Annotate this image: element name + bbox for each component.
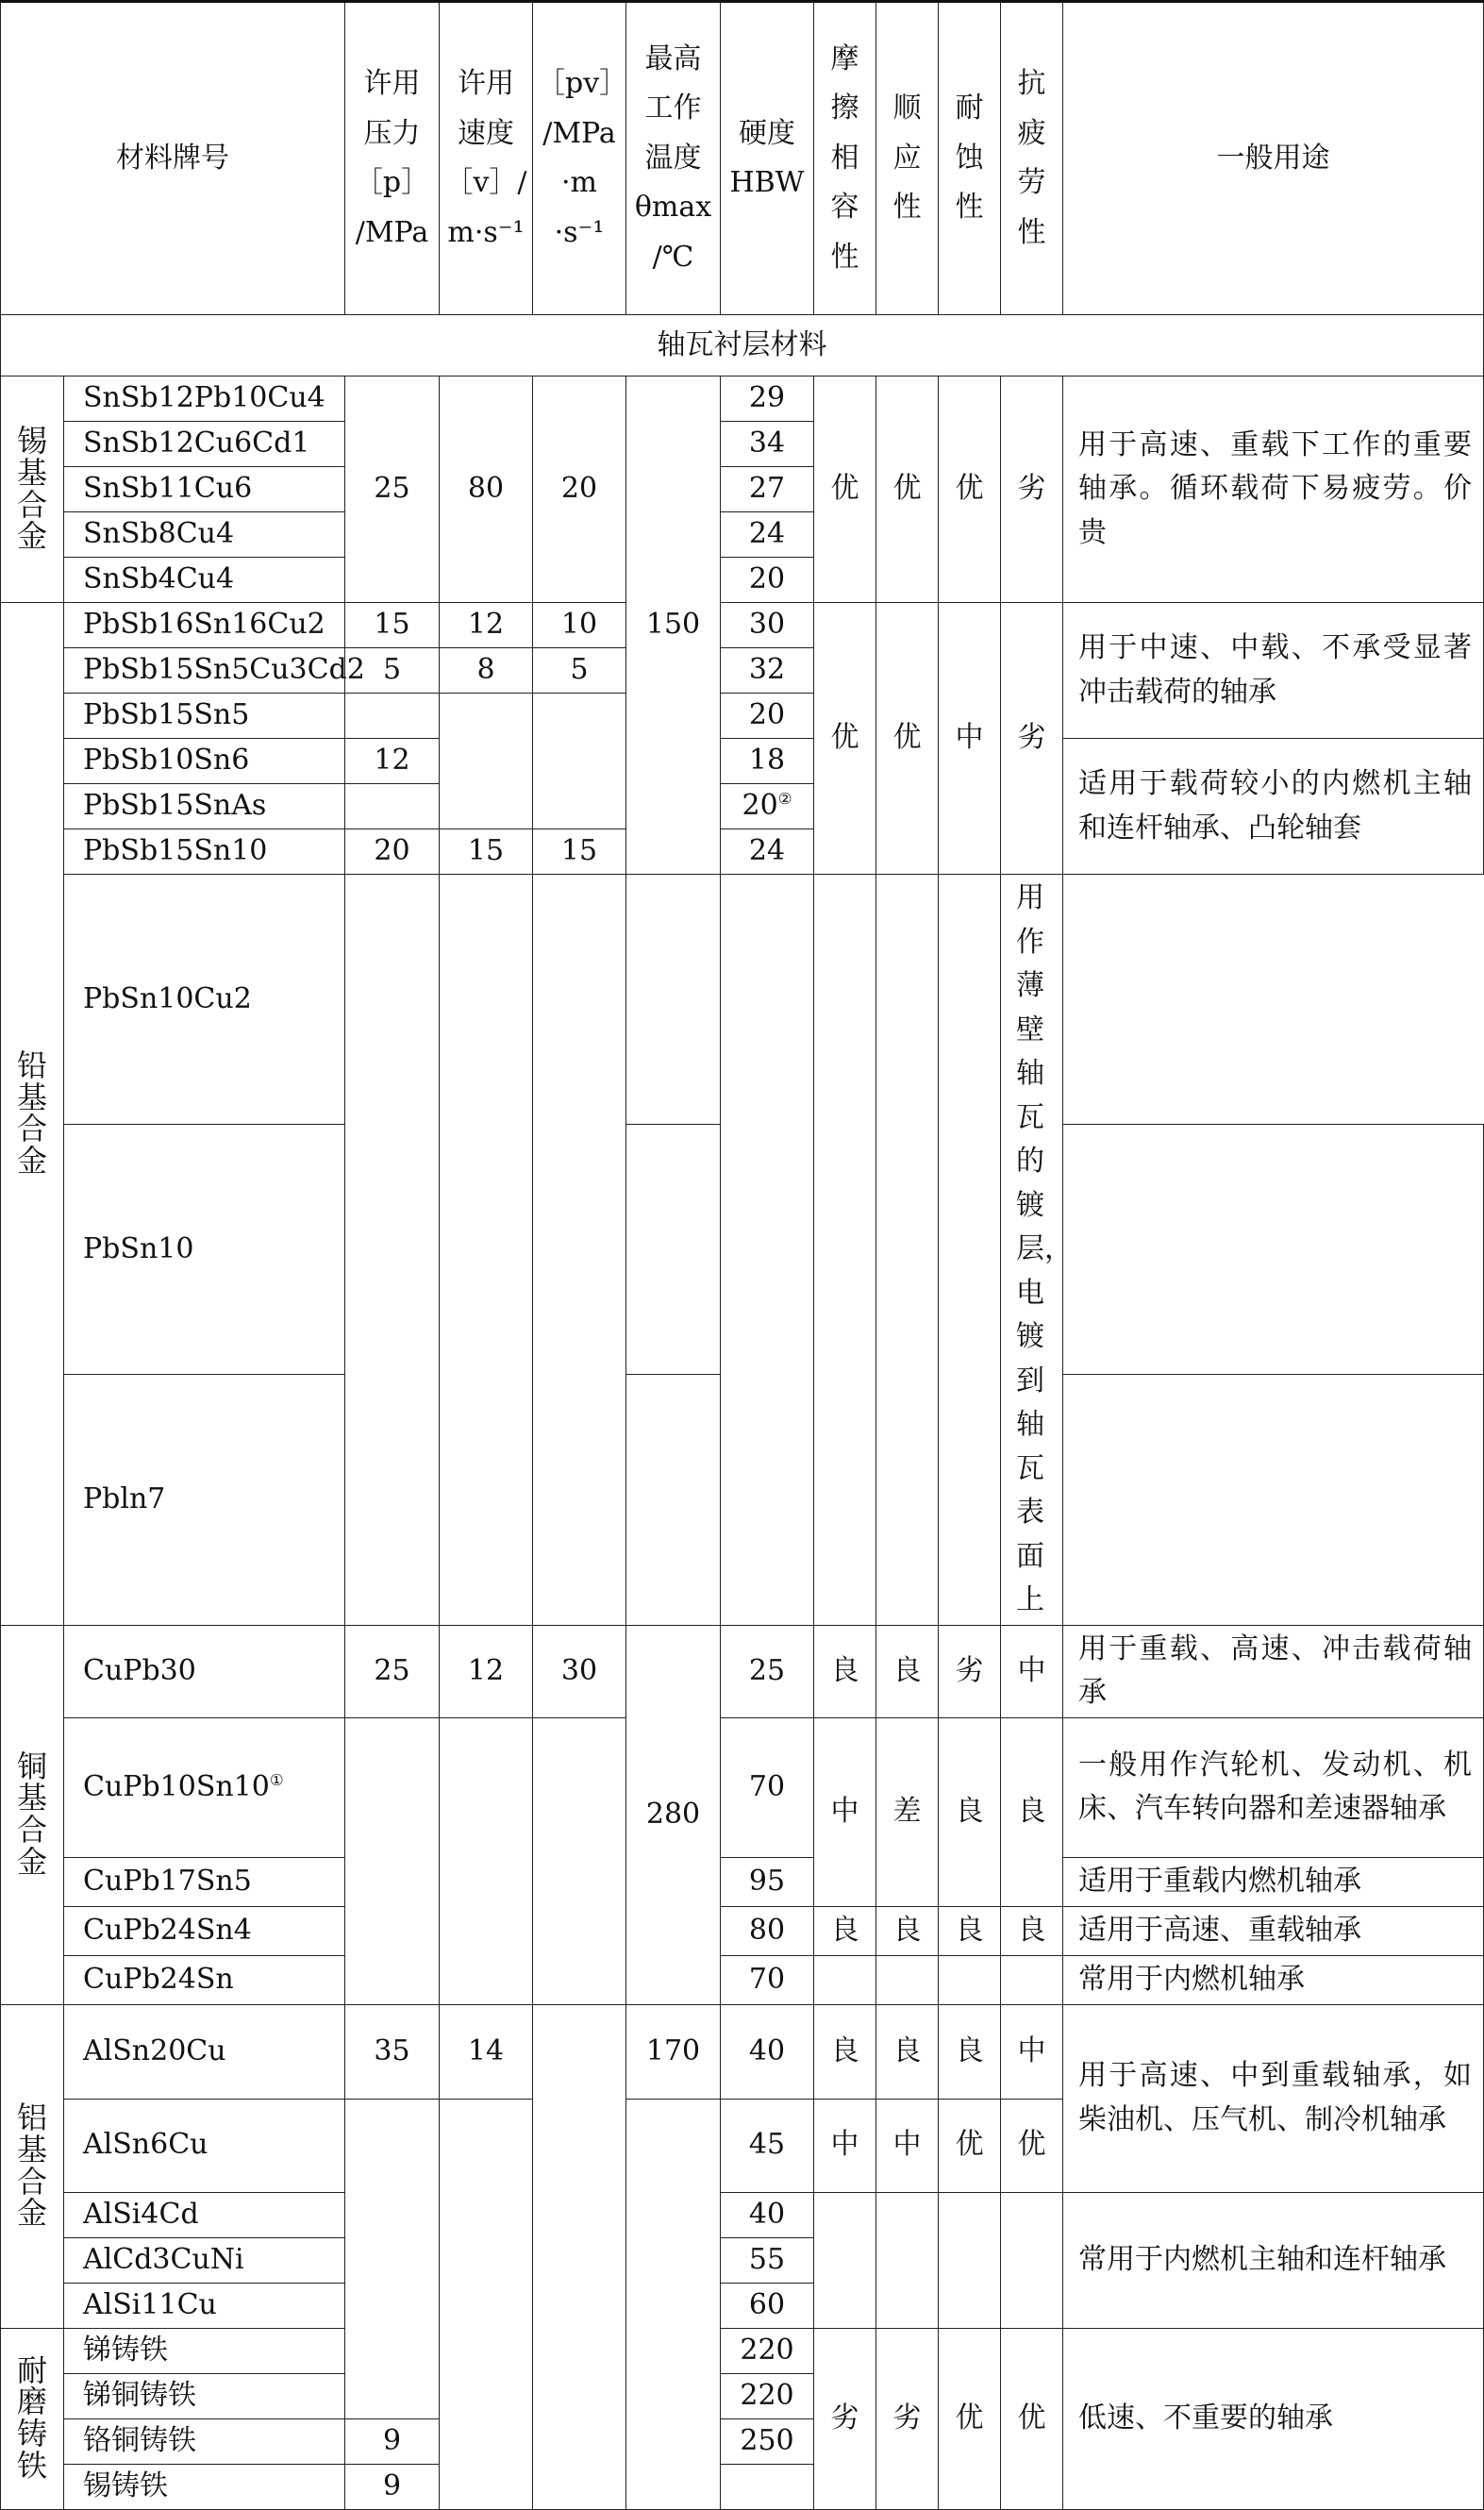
pressure-cell [345, 875, 440, 1626]
corrosion-cell: 中 [939, 603, 1001, 875]
usage-cell: 常用于内燃机主轴和连杆轴承 [1063, 2192, 1484, 2328]
velocity-cell: 15 [440, 829, 533, 875]
usage-cell: 用作薄壁轴瓦的镀层，电镀到轴瓦表面上 [1001, 875, 1063, 1626]
pv-cell: 15 [533, 829, 626, 875]
pv-cell: 20 [533, 376, 626, 603]
friction-cell: 中 [814, 1717, 876, 1906]
hardness-cell: 25 [721, 1625, 814, 1717]
pressure-cell: 20 [345, 829, 440, 875]
friction-cell: 优 [814, 603, 876, 875]
hardness-value: 20 [742, 789, 778, 823]
hardness-cell [721, 784, 814, 829]
fatigue-cell: 劣 [1001, 376, 1063, 603]
pressure-cell [345, 784, 440, 829]
corrosion-cell [939, 2192, 1001, 2328]
pv-cell: 5 [533, 648, 626, 694]
fatigue-cell: 中 [1001, 2004, 1063, 2099]
fatigue-cell [939, 875, 1001, 1626]
material-name: CuPb24Sn [64, 1955, 345, 2004]
footnote-marker: ① [269, 1770, 284, 1789]
friction-cell: 良 [814, 1906, 876, 1955]
conformity-cell: 优 [876, 376, 939, 603]
header-usage: 一般用途 [1063, 2, 1484, 315]
table-row [1, 1717, 1484, 1857]
fatigue-cell: 中 [1001, 1625, 1063, 1717]
material-name: Pbln7 [64, 1375, 345, 1625]
corrosion-cell: 劣 [939, 1625, 1001, 1717]
friction-cell: 劣 [814, 2328, 876, 2509]
hardness-cell: 30 [721, 603, 814, 648]
header-fatigue: 抗疲 劳性 [1001, 2, 1063, 315]
material-name: SnSb11Cu6 [64, 467, 345, 512]
material-name: AlSi4Cd [64, 2192, 345, 2237]
velocity-cell [440, 1717, 533, 2004]
pressure-cell [345, 1717, 440, 2004]
group-label-aluminum: 铝 基 合 金 [1, 2004, 64, 2328]
group-label-iron: 耐 磨 铸 铁 [1, 2328, 64, 2509]
material-name [64, 1717, 345, 1857]
pressure-cell: 5 [345, 648, 440, 694]
velocity-cell: 12 [440, 603, 533, 648]
fatigue-cell: 良 [1001, 1906, 1063, 1955]
velocity-cell: 14 [440, 2004, 533, 2099]
footnote-marker: ② [777, 790, 792, 809]
material-name: PbSb15Sn10 [64, 829, 345, 875]
hardness-cell: 45 [721, 2099, 814, 2192]
material-name: AlSn20Cu [64, 2004, 345, 2099]
header-pv: ［pv］ /MPa ·m ·s⁻¹ [533, 2, 626, 315]
usage-cell: 适用于载荷较小的内燃机主轴和连杆轴承、凸轮轴套 [1063, 739, 1484, 875]
temp-cell: 280 [626, 1625, 721, 2004]
fatigue-cell [1001, 1955, 1063, 2004]
temp-cell: 170 [626, 2004, 721, 2099]
hardness-cell: 32 [721, 648, 814, 694]
material-name: PbSn10 [64, 1125, 345, 1375]
table-row [1, 875, 1484, 1125]
corrosion-cell: 良 [939, 1717, 1001, 1906]
hardness-cell: 27 [721, 467, 814, 512]
table-row [1, 1857, 1484, 1906]
material-name: PbSn10Cu2 [64, 875, 345, 1125]
velocity-cell [440, 2099, 533, 2509]
corrosion-cell: 良 [939, 1906, 1001, 1955]
header-material-no: 材料牌号 [1, 2, 345, 315]
corrosion-cell: 良 [939, 2004, 1001, 2099]
pressure-cell: 25 [345, 1625, 440, 1717]
usage-cell: 用于重载、高速、冲击载荷轴承 [1063, 1625, 1484, 1717]
usage-cell: 用于高速、中到重载轴承，如柴油机、压气机、制冷机轴承 [1063, 2004, 1484, 2192]
table-row [1, 2328, 1484, 2373]
table-row [1, 1625, 1484, 1717]
corrosion-cell [939, 1955, 1001, 2004]
pressure-cell [345, 694, 440, 739]
fatigue-cell [1001, 2192, 1063, 2328]
friction-cell: 优 [814, 376, 876, 603]
friction-cell [814, 1955, 876, 2004]
friction-cell [721, 875, 814, 1626]
conformity-cell: 劣 [876, 2328, 939, 2509]
hardness-cell: 220 [721, 2328, 814, 2373]
velocity-cell: 8 [440, 648, 533, 694]
usage-cell: 用于高速、重载下工作的重要轴承。循环载荷下易疲劳。价贵 [1063, 376, 1484, 603]
material-name: SnSb8Cu4 [64, 512, 345, 558]
conformity-cell: 良 [876, 2004, 939, 2099]
section-row [1, 315, 1484, 376]
conformity-cell: 良 [876, 1906, 939, 1955]
fatigue-cell: 良 [1001, 1717, 1063, 1906]
pressure-cell: 9 [345, 2418, 440, 2464]
hardness-cell: 95 [721, 1857, 814, 1906]
header-row [1, 2, 1484, 315]
conformity-cell [876, 2192, 939, 2328]
pv-cell: 10 [533, 603, 626, 648]
friction-cell: 良 [814, 2004, 876, 2099]
hardness-cell [1063, 1125, 1484, 1375]
hardness-cell: 80 [721, 1906, 814, 1955]
pv-cell [533, 875, 626, 1626]
pressure-cell: 35 [345, 2004, 440, 2099]
velocity-cell: 12 [440, 1625, 533, 1717]
material-name: 锡铸铁 [64, 2464, 345, 2509]
hardness-cell [721, 2464, 814, 2509]
friction-cell: 良 [814, 1625, 876, 1717]
conformity-cell: 中 [876, 2099, 939, 2192]
usage-cell: 低速、不重要的轴承 [1063, 2328, 1484, 2509]
material-name: SnSb12Cu6Cd1 [64, 422, 345, 467]
usage-cell: 用于中速、中载、不承受显著冲击载荷的轴承 [1063, 603, 1484, 739]
hardness-cell: 70 [721, 1717, 814, 1857]
material-name: AlSn6Cu [64, 2099, 345, 2192]
usage-cell: 适用于高速、重载轴承 [1063, 1906, 1484, 1955]
header-corrosion: 耐 蚀 性 [939, 2, 1001, 315]
hardness-cell: 34 [721, 422, 814, 467]
material-name: PbSb15Sn5Cu3Cd2 [64, 648, 345, 694]
velocity-cell [440, 875, 533, 1626]
hardness-cell: 70 [721, 1955, 814, 2004]
fatigue-cell: 劣 [1001, 603, 1063, 875]
hardness-cell [626, 875, 721, 1125]
material-name: PbSb15SnAs [64, 784, 345, 829]
conformity-cell: 优 [876, 603, 939, 875]
header-friction: 摩擦 相容 性 [814, 2, 876, 315]
usage-cell: 一般用作汽轮机、发动机、机床、汽车转向器和差速器轴承 [1063, 1717, 1484, 1857]
material-name: CuPb17Sn5 [64, 1857, 345, 1906]
section-title: 轴瓦衬层材料 [1, 315, 1484, 376]
hardness-cell [1063, 1375, 1484, 1625]
hardness-cell: 250 [721, 2418, 814, 2464]
hardness-cell: 60 [721, 2283, 814, 2328]
temp-cell: 150 [626, 376, 721, 875]
conformity-cell: 良 [876, 1625, 939, 1717]
group-label-copper: 铜 基 合 金 [1, 1625, 64, 2004]
material-name: CuPb30 [64, 1625, 345, 1717]
header-hardness: 硬度 HBW [721, 2, 814, 315]
table-row [1, 2192, 1484, 2237]
material-name-text: CuPb10Sn10 [83, 1769, 270, 1803]
fatigue-cell: 优 [1001, 2328, 1063, 2509]
material-name: SnSb4Cu4 [64, 558, 345, 603]
pressure-cell: 9 [345, 2464, 440, 2509]
material-name: 铬铜铸铁 [64, 2418, 345, 2464]
temp-cell [626, 1375, 721, 1625]
fatigue-cell: 优 [1001, 2099, 1063, 2192]
hardness-cell: 20 [721, 694, 814, 739]
material-name: PbSb16Sn16Cu2 [64, 603, 345, 648]
material-name: PbSb10Sn6 [64, 739, 345, 784]
material-name: 锑铜铸铁 [64, 2373, 345, 2418]
pv-cell [533, 1717, 626, 2004]
friction-cell [814, 2192, 876, 2328]
velocity-cell [440, 694, 533, 829]
table-row [1, 1906, 1484, 1955]
hardness-cell: 40 [721, 2192, 814, 2237]
hardness-cell: 18 [721, 739, 814, 784]
material-name: AlCd3CuNi [64, 2237, 345, 2283]
hardness-cell: 55 [721, 2237, 814, 2283]
table-row [1, 2004, 1484, 2099]
table-row [1, 603, 1484, 648]
hardness-cell: 29 [721, 376, 814, 422]
pressure-cell [345, 2099, 440, 2418]
hardness-cell: 24 [721, 512, 814, 558]
pressure-cell: 12 [345, 739, 440, 784]
corrosion-cell: 优 [939, 2099, 1001, 2192]
conformity-cell [876, 1955, 939, 2004]
table-row [1, 376, 1484, 422]
hardness-cell: 220 [721, 2373, 814, 2418]
material-name: SnSb12Pb10Cu4 [64, 376, 345, 422]
hardness-cell: 24 [721, 829, 814, 875]
pv-cell [533, 694, 626, 829]
friction-cell: 中 [814, 2099, 876, 2192]
material-name: CuPb24Sn4 [64, 1906, 345, 1955]
hardness-cell: 20 [721, 558, 814, 603]
header-conformity: 顺 应 性 [876, 2, 939, 315]
conformity-cell: 差 [876, 1717, 939, 1906]
hardness-cell: 40 [721, 2004, 814, 2099]
pv-cell: 30 [533, 1625, 626, 1717]
corrosion-cell: 优 [939, 376, 1001, 603]
temp-cell [626, 2099, 721, 2509]
header-max-temp: 最高 工作 温度 θmax /℃ [626, 2, 721, 315]
header-velocity: 许用 速度 ［v］/ m·s⁻¹ [440, 2, 533, 315]
material-name: 锑铸铁 [64, 2328, 345, 2373]
temp-cell [626, 1125, 721, 1375]
usage-cell: 适用于重载内燃机轴承 [1063, 1857, 1484, 1906]
corrosion-cell [876, 875, 939, 1626]
pressure-cell: 15 [345, 603, 440, 648]
group-label-lead: 铅 基 合 金 [1, 603, 64, 1626]
material-name: PbSb15Sn5 [64, 694, 345, 739]
corrosion-cell: 优 [939, 2328, 1001, 2509]
table-row [1, 1955, 1484, 2004]
pressure-cell: 25 [345, 376, 440, 603]
material-name: AlSi11Cu [64, 2283, 345, 2328]
header-pressure: 许用 压力 ［p］ /MPa [345, 2, 440, 315]
table-row [1, 739, 1484, 784]
conformity-cell [814, 875, 876, 1626]
velocity-cell: 80 [440, 376, 533, 603]
group-label-tin: 锡 基 合 金 [1, 376, 64, 603]
pv-cell [533, 2004, 626, 2509]
usage-cell: 常用于内燃机轴承 [1063, 1955, 1484, 2004]
